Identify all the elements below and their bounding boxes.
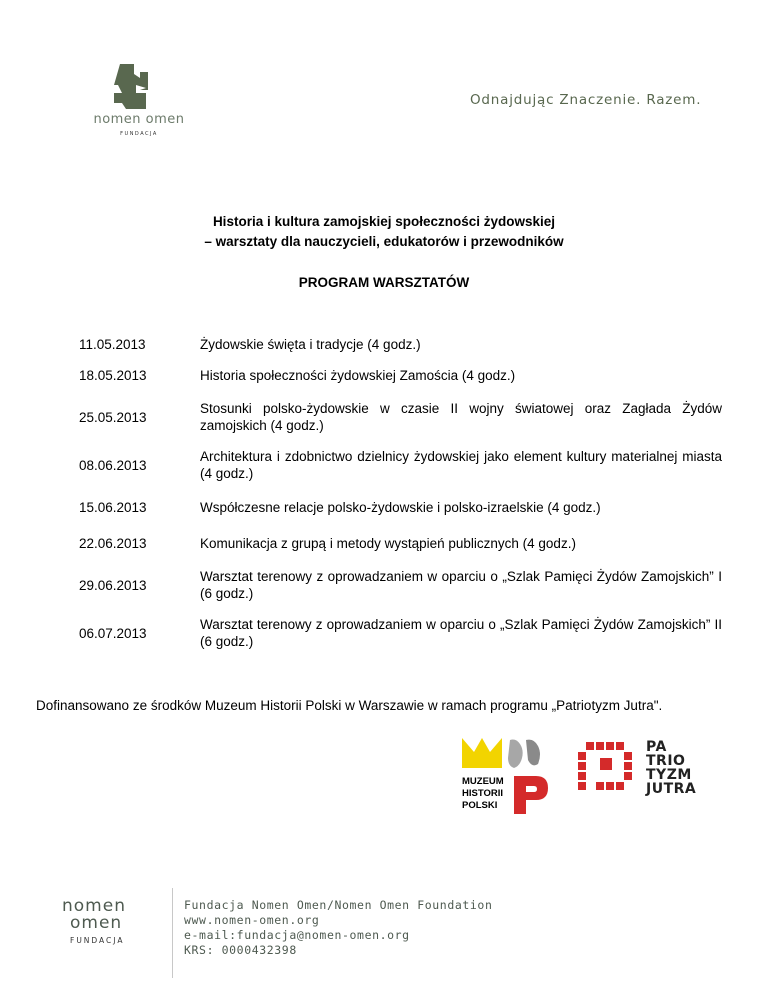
footer-email-link[interactable]: e-mail:fundacja@nomen-omen.org bbox=[184, 928, 410, 942]
program-description: Warsztat terenowy z oprowadzaniem w oparciu o „Szlak Pamięci Żydów Zamojskich” II (6 godz.) bbox=[200, 617, 722, 649]
document-subtitle: – warsztaty dla nauczycieli, edukatorów i przewodników bbox=[204, 234, 564, 249]
patriotyzm-jutra-text bbox=[646, 740, 696, 796]
pj-line: JUTRA bbox=[646, 781, 697, 797]
program-description: Architektura i zdobnictwo dzielnicy żydowskiej jako element kultury materialnej miasta (4 godz.) bbox=[200, 449, 722, 481]
program-date: 22.06.2013 bbox=[79, 535, 147, 551]
footer-logo-line: omen bbox=[70, 913, 123, 933]
pj-line: TYZM bbox=[646, 767, 692, 783]
footer-logo bbox=[62, 898, 162, 945]
program-date: 25.05.2013 bbox=[79, 409, 147, 425]
footer-krs: KRS: 0000432398 bbox=[184, 943, 297, 957]
mhp-label bbox=[462, 776, 504, 812]
program-description: Żydowskie święta i tradycje (4 godz.) bbox=[200, 336, 421, 352]
logo-text: nomen omen bbox=[93, 112, 185, 127]
program-row bbox=[79, 565, 722, 605]
program-date: 11.05.2013 bbox=[79, 336, 146, 352]
program-date: 06.07.2013 bbox=[79, 625, 147, 641]
footer-contact bbox=[184, 898, 492, 958]
logo-profile-icon bbox=[84, 60, 194, 112]
program-row bbox=[79, 445, 722, 485]
program-description: Komunikacja z grupą i metody wystąpień publicznych (4 godz.) bbox=[200, 535, 576, 551]
mhp-label-line: HISTORII bbox=[462, 788, 503, 799]
program-description: Współczesne relacje polsko-żydowskie i polsko-izraelskie (4 godz.) bbox=[200, 499, 601, 515]
foundation-logo bbox=[84, 60, 194, 150]
program-date: 15.06.2013 bbox=[79, 499, 147, 515]
program-description: Historia społeczności żydowskiej Zamościa (4 godz.) bbox=[200, 367, 516, 383]
program-date: 29.06.2013 bbox=[79, 577, 147, 593]
funding-note: Dofinansowano ze środków Muzeum Historii Polski w Warszawie w ramach programu „Patriotyzm Jutra". bbox=[36, 698, 663, 713]
program-description: Warsztat terenowy z oprowadzaniem w oparciu o „Szlak Pamięci Żydów Zamojskich” I (6 godz.) bbox=[200, 569, 722, 601]
program-heading: PROGRAM WARSZTATÓW bbox=[298, 275, 470, 290]
program-date: 18.05.2013 bbox=[79, 367, 147, 383]
document-title: Historia i kultura zamojskiej społeczności żydowskiej bbox=[212, 214, 556, 229]
program-description: Stosunki polsko-żydowskie w czasie II wojny światowej oraz Zagłada Żydów zamojskich (4 godz.) bbox=[200, 401, 722, 433]
program-row bbox=[79, 361, 722, 389]
footer-divider bbox=[172, 888, 173, 978]
program-row bbox=[79, 330, 722, 358]
pj-line: TRIO bbox=[646, 753, 686, 769]
mhp-label-line: MUZEUM bbox=[462, 776, 504, 787]
program-row bbox=[79, 613, 722, 653]
patriotyzm-jutra-logo-icon bbox=[578, 742, 634, 794]
logo-subtext: FUNDACJA bbox=[120, 131, 158, 137]
pj-line: PA bbox=[646, 739, 667, 755]
program-row bbox=[79, 493, 722, 521]
program-table bbox=[79, 330, 722, 653]
footer-logo-line: FUNDACJA bbox=[70, 936, 125, 945]
tagline: Odnajdując Znaczenie. Razem. bbox=[470, 92, 702, 108]
footer-website-link[interactable]: www.nomen-omen.org bbox=[184, 913, 320, 927]
footer-logo-line: nomen bbox=[62, 896, 126, 916]
mhp-label-line: POLSKI bbox=[462, 800, 498, 811]
program-row bbox=[79, 529, 722, 557]
program-row bbox=[79, 397, 722, 437]
program-date: 08.06.2013 bbox=[79, 457, 147, 473]
footer-org-name: Fundacja Nomen Omen/Nomen Omen Foundation bbox=[184, 898, 493, 912]
